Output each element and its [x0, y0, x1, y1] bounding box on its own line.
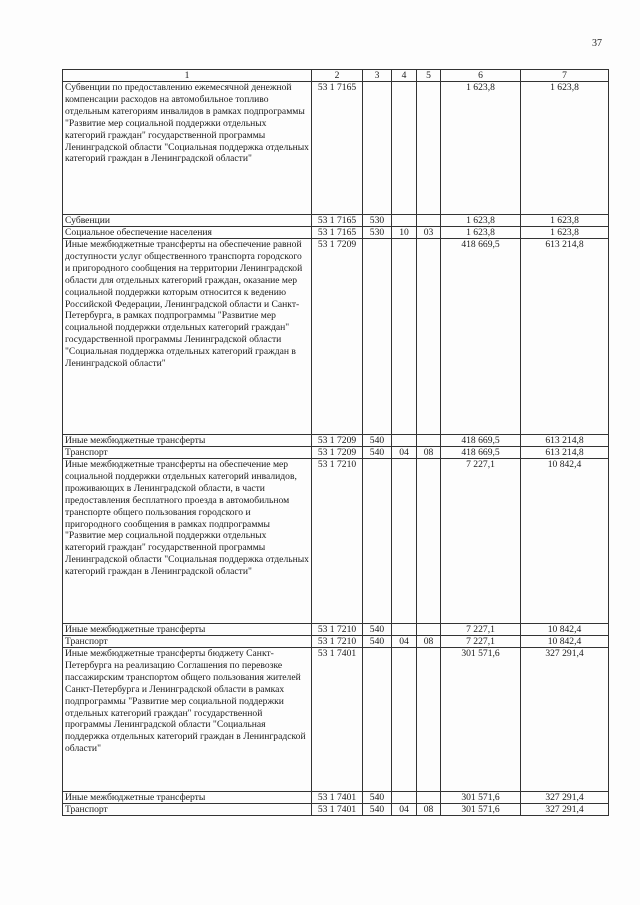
cell-sum1: 1 623,8 [441, 215, 521, 227]
cell-vr: 540 [363, 447, 392, 459]
cell-vr: 540 [363, 792, 392, 804]
cell-sum1: 1 623,8 [441, 82, 521, 215]
column-header: 2 [312, 70, 363, 82]
table-row [63, 459, 609, 624]
table-row [63, 82, 609, 215]
cell-name: Иные межбюджетные трансферты на обеспечение равной доступности услуг общественного транспорта городского и пригородного сообщения на территории Ленинградской области для отдельных категорий граждан, оказание мер социальной поддержки которым относится к ведению Российской Федерации, Ленинградской области и Санкт-Петербурга, в рамках подпрограммы "Развитие мер социальной поддержки отдельных категорий граждан" государственной программы Ленинградской области "Социальная поддержка отдельных категорий граждан в Ленинградской области" [63, 239, 312, 435]
column-header: 7 [521, 70, 609, 82]
cell-csr: 53 1 7165 [312, 215, 363, 227]
cell-pr [417, 82, 441, 215]
cell-vr: 540 [363, 435, 392, 447]
cell-csr: 53 1 7210 [312, 624, 363, 636]
cell-sum2: 1 623,8 [521, 82, 609, 215]
cell-rz: 10 [392, 227, 417, 239]
cell-csr: 53 1 7209 [312, 435, 363, 447]
cell-vr [363, 459, 392, 624]
cell-pr [417, 792, 441, 804]
cell-csr: 53 1 7210 [312, 636, 363, 648]
cell-rz [392, 792, 417, 804]
cell-csr: 53 1 7401 [312, 792, 363, 804]
cell-pr: 08 [417, 636, 441, 648]
cell-csr: 53 1 7165 [312, 82, 363, 215]
cell-sum1: 7 227,1 [441, 624, 521, 636]
budget-table [62, 69, 609, 816]
cell-pr [417, 648, 441, 792]
cell-vr: 540 [363, 636, 392, 648]
cell-vr: 530 [363, 227, 392, 239]
table-row [63, 435, 609, 447]
column-header: 4 [392, 70, 417, 82]
cell-pr [417, 435, 441, 447]
cell-name: Субвенции по предоставлению ежемесячной денежной компенсации расходов на автомобильное топливо отдельным категориям инвалидов в рамках подпрограммы "Развитие мер социальной поддержки отдельных категорий граждан" государственной программы Ленинградской области "Социальная поддержка отдельных категорий граждан в Ленинградской области" [63, 82, 312, 215]
cell-sum1: 418 669,5 [441, 447, 521, 459]
cell-pr [417, 239, 441, 435]
cell-rz [392, 82, 417, 215]
cell-name: Субвенции [63, 215, 312, 227]
cell-pr: 08 [417, 447, 441, 459]
cell-csr: 53 1 7165 [312, 227, 363, 239]
table-row [63, 447, 609, 459]
column-header: 3 [363, 70, 392, 82]
cell-sum1: 301 571,6 [441, 792, 521, 804]
cell-csr: 53 1 7401 [312, 648, 363, 792]
cell-sum1: 1 623,8 [441, 227, 521, 239]
table-row [63, 227, 609, 239]
cell-name: Иные межбюджетные трансферты на обеспечение мер социальной поддержки отдельных категорий инвалидов, проживающих в Ленинградской области, в части предоставления бесплатного проезда в автомобильном транспорте общего пользования городского и пригородного сообщения в рамках подпрограммы "Развитие мер социальной поддержки отдельных категорий граждан" государственной программы Ленинградской области "Социальная поддержка отдельных категорий граждан в Ленинградской области" [63, 459, 312, 624]
cell-name: Транспорт [63, 447, 312, 459]
column-header: 6 [441, 70, 521, 82]
cell-rz [392, 624, 417, 636]
cell-vr: 540 [363, 804, 392, 816]
table-row [63, 624, 609, 636]
cell-sum2: 327 291,4 [521, 804, 609, 816]
cell-csr: 53 1 7209 [312, 239, 363, 435]
cell-sum2: 10 842,4 [521, 636, 609, 648]
cell-csr: 53 1 7401 [312, 804, 363, 816]
cell-rz [392, 239, 417, 435]
cell-sum2: 327 291,4 [521, 792, 609, 804]
table-row [63, 239, 609, 435]
cell-sum1: 7 227,1 [441, 636, 521, 648]
cell-sum2: 613 214,8 [521, 239, 609, 435]
cell-pr [417, 624, 441, 636]
cell-sum1: 301 571,6 [441, 804, 521, 816]
cell-vr: 540 [363, 624, 392, 636]
cell-vr [363, 82, 392, 215]
table-row [63, 215, 609, 227]
cell-sum1: 418 669,5 [441, 239, 521, 435]
cell-rz [392, 215, 417, 227]
cell-rz [392, 459, 417, 624]
cell-name: Транспорт [63, 636, 312, 648]
cell-vr: 530 [363, 215, 392, 227]
table-row [63, 804, 609, 816]
table-row [63, 792, 609, 804]
cell-name: Социальное обеспечение населения [63, 227, 312, 239]
cell-sum2: 10 842,4 [521, 624, 609, 636]
cell-name: Иные межбюджетные трансферты [63, 792, 312, 804]
cell-sum2: 1 623,8 [521, 215, 609, 227]
cell-rz [392, 435, 417, 447]
cell-sum2: 327 291,4 [521, 648, 609, 792]
cell-csr: 53 1 7210 [312, 459, 363, 624]
cell-name: Иные межбюджетные трансферты [63, 435, 312, 447]
table-row [63, 648, 609, 792]
table-row [63, 636, 609, 648]
cell-csr: 53 1 7209 [312, 447, 363, 459]
column-header: 1 [63, 70, 312, 82]
column-header: 5 [417, 70, 441, 82]
cell-sum2: 613 214,8 [521, 447, 609, 459]
cell-vr [363, 648, 392, 792]
cell-rz: 04 [392, 447, 417, 459]
cell-sum2: 1 623,8 [521, 227, 609, 239]
cell-vr [363, 239, 392, 435]
cell-pr [417, 459, 441, 624]
cell-rz: 04 [392, 636, 417, 648]
cell-name: Транспорт [63, 804, 312, 816]
cell-pr [417, 215, 441, 227]
page-number: 37 [592, 38, 602, 49]
cell-sum1: 7 227,1 [441, 459, 521, 624]
cell-rz: 04 [392, 804, 417, 816]
cell-rz [392, 648, 417, 792]
cell-sum2: 613 214,8 [521, 435, 609, 447]
cell-pr: 08 [417, 804, 441, 816]
cell-pr: 03 [417, 227, 441, 239]
column-number-row [63, 70, 609, 82]
cell-name: Иные межбюджетные трансферты [63, 624, 312, 636]
cell-sum2: 10 842,4 [521, 459, 609, 624]
cell-sum1: 418 669,5 [441, 435, 521, 447]
cell-sum1: 301 571,6 [441, 648, 521, 792]
cell-name: Иные межбюджетные трансферты бюджету Санкт-Петербурга на реализацию Соглашения по перевозке пассажирским транспортом общего пользования жителей Санкт-Петербурга и Ленинградской области в рамках подпрограммы "Развитие мер социальной поддержки отдельных категорий граждан" государственной программы Ленинградской области "Социальная поддержка отдельных категорий граждан в Ленинградской области" [63, 648, 312, 792]
